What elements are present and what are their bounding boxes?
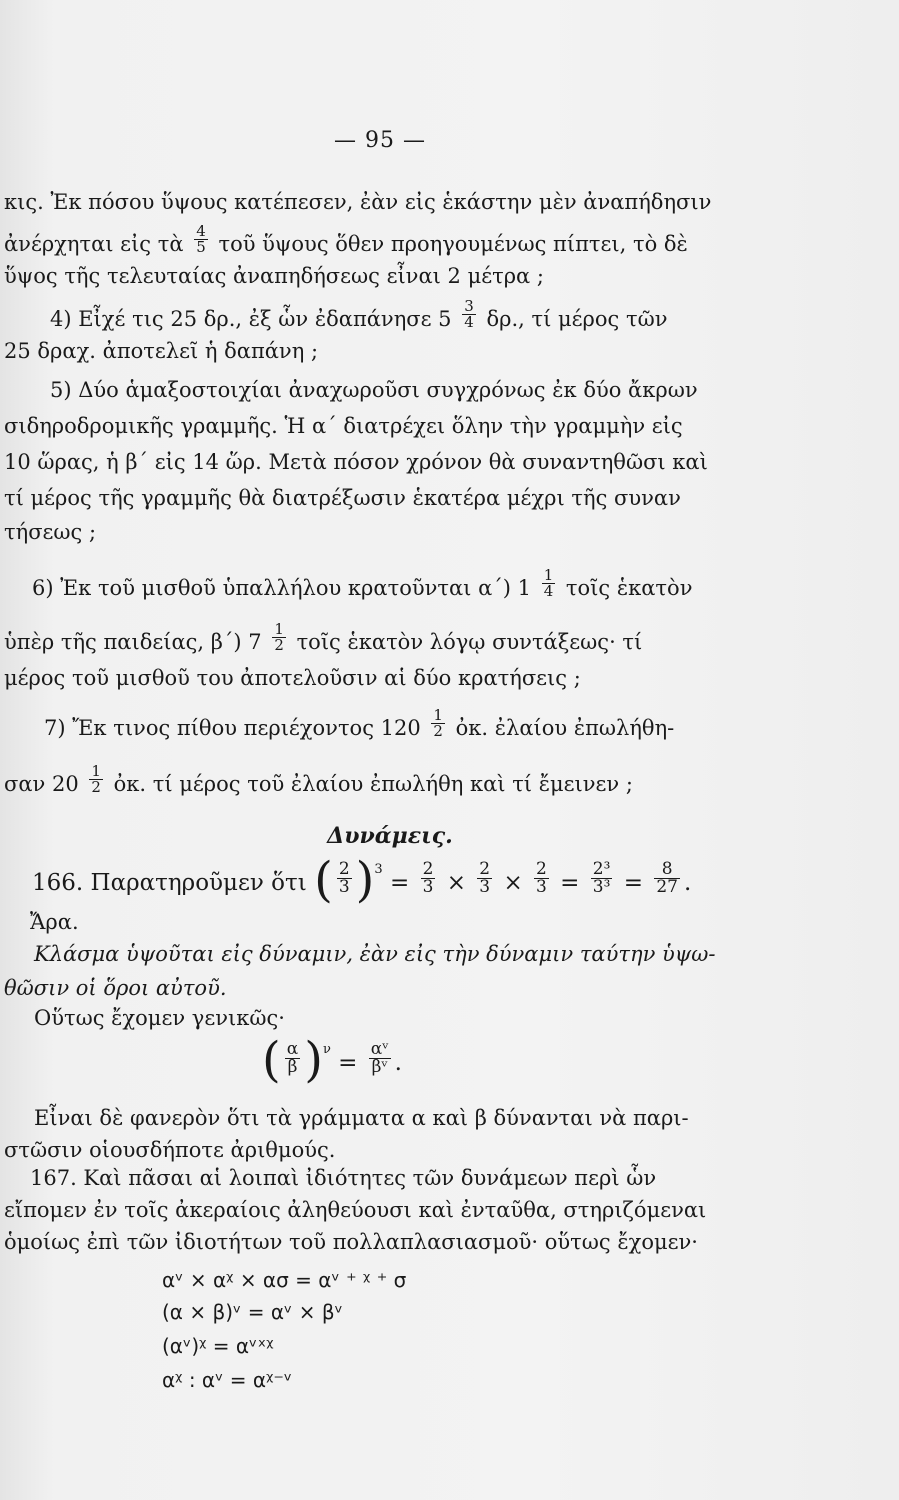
fraction-8-27 [654,858,680,897]
numerator: 2 [338,858,350,879]
numerator: 2 [536,858,547,879]
text-line: μέρος τοῦ μισθοῦ του ἀποτελοῦσιν αἱ δύο κρατήσεις ; [4,666,581,690]
numerator: 2³ [592,858,611,879]
text-segment: ὀκ. τί μέρος τοῦ ἐλαίου ἐπωλήθη καὶ τί ἔμεινεν ; [113,772,633,796]
period: . [394,1050,402,1076]
equals-sign: = [560,870,580,896]
text-segment: τοῖς ἑκατὸν [565,576,693,600]
denominator: 3 [479,876,491,897]
numerator: 3 [464,297,474,315]
denominator: 27 [656,876,678,897]
numerator: α [286,1038,299,1059]
general-equation [262,1032,402,1088]
rule-statement: θῶσιν οἱ ὅροι αὐτοῦ. [4,976,227,1000]
text-segment: ὑπὲρ τῆς παιδείας, β΄) 7 [4,630,262,654]
text-line: κις. Ἐκ πόσου ὕψους κατέπεσεν, ἐὰν εἰς ἑκάστην μὲν ἀναπήδησιν [4,190,712,214]
denominator: 4 [464,313,474,331]
numerator: 1 [433,706,443,724]
fraction-1-2 [89,764,103,795]
equation-166 [32,852,692,908]
denominator: 4 [543,582,554,600]
text-line: 10 ὥρας, ἡ β΄ εἰς 14 ὥρ. Μετὰ πόσον χρόνον θὰ συναντηθῶσι καὶ [4,450,708,474]
rule-statement: Κλάσμα ὑψοῦται εἰς δύναμιν, ἐὰν εἰς τὴν δύναμιν ταύτην ὑψω- [34,942,716,966]
close-paren: ) [304,1032,323,1088]
denominator: βᵛ [371,1056,388,1077]
period: . [683,870,692,896]
fraction-2-3 [421,858,436,897]
text-segment: 4) Εἶχέ τις 25 δρ., ἐξ ὧν ἐδαπάνησε 5 [50,307,452,331]
numerator: 1 [543,566,554,584]
times-sign: × [503,870,523,896]
fraction-1-2 [272,622,286,653]
text-line: ὕψος τῆς τελευταίας ἀναπηδήσεως εἶναι 2 μέτρα ; [4,264,544,288]
exponent: 3 [374,862,383,878]
text-segment: ἀνέρχηται εἰς τὰ [4,232,184,256]
text-segment: 7) Ἔκ τινος πίθου περιέχοντος 120 [44,716,421,740]
fraction-1-2 [431,708,445,739]
text-line: 5) Δύο ἁμαξοστοιχίαι ἀναχωροῦσι συγχρόνως ἐκ δύο ἄκρων [50,378,698,402]
denominator: 3³ [592,876,611,897]
text-line: Εἶναι δὲ φανερὸν ὅτι τὰ γράμματα α καὶ β δύνανται νὰ παρι- [34,1106,689,1130]
fraction-4-5 [194,224,208,255]
fraction-3-4 [462,299,476,330]
power-formula: (αᵛ)ᵡ = αᵛˣᵡ [162,1334,274,1358]
numerator: 8 [654,861,680,879]
denominator: 2 [274,636,284,654]
page-number: — 95 — [334,128,426,153]
text-segment: σαν 20 [4,772,79,796]
fraction-1-4 [542,568,556,599]
text-line: στῶσιν οἱουσδήποτε ἀριθμούς. [4,1138,336,1162]
text-line: σιδηροδρομικῆς γραμμῆς. Ἡ α΄ διατρέχει ὅλην τὴν γραμμὴν εἰς [4,414,683,438]
denominator: 3 [422,876,434,897]
text-line: Οὕτως ἔχομεν γενικῶς· [34,1006,285,1030]
text-line [50,297,668,336]
numerator: 1 [274,620,284,638]
text-segment: ὀκ. ἐλαίου ἐπωλήθη- [455,716,675,740]
close-paren: ) [355,852,375,908]
text-line: ὁμοίως ἐπὶ τῶν ἰδιοτήτων τοῦ πολλαπλασιασμοῦ· οὕτως ἔχομεν· [4,1230,698,1254]
text-line [4,762,633,801]
numerator: αᵛ [370,1038,389,1059]
power-formula: (α × β)ᵛ = αᵛ × βᵛ [162,1300,343,1324]
denominator: 2 [433,722,443,740]
numerator: 2 [422,858,434,879]
text-segment: 6) Ἐκ τοῦ μισθοῦ ὑπαλλήλου κρατοῦνται α΄) 1 [32,576,531,600]
text-line: τί μέρος τῆς γραμμῆς θὰ διατρέξωσιν ἑκατέρα μέχρι τῆς συναν [4,486,681,510]
section-heading: Δυνάμεις. [327,823,453,849]
numerator: 4 [196,222,206,240]
fraction-powers [591,858,613,897]
denominator: 3 [536,876,547,897]
text-line: 25 δραχ. ἀποτελεῖ ἡ δαπάνη ; [4,339,319,363]
numerator: 2 [479,858,491,879]
text-line: εἴπομεν ἐν τοῖς ἀκεραίοις ἀληθεύουσι καὶ ἐνταῦθα, στηριζόμεναι [4,1198,707,1222]
text-segment: τοῦ ὕψους ὅθεν προηγουμένως πίπτει, τὸ δὲ [218,232,688,256]
text-line [32,566,693,605]
equals-sign: = [623,870,643,896]
text-line: τήσεως ; [4,520,97,544]
text-segment: τοῖς ἑκατὸν λόγῳ συντάξεως· τί [296,630,643,654]
equals-sign: = [338,1050,358,1076]
power-formula: αᵡ : αᵛ = αᵡ⁻ᵛ [162,1368,293,1392]
text-line: Ἄρα. [30,910,79,934]
text-line [4,222,688,261]
fraction-2-3 [534,858,549,897]
text-line: 167. Καὶ πᾶσαι αἱ λοιπαὶ ἰδιότητες τῶν δυνάμεων περὶ ὧν [30,1166,657,1190]
fraction-2-3 [337,858,352,897]
open-paren: ( [314,852,333,908]
power-formula: αᵛ × αᵡ × ασ = αᵛ ⁺ ᵡ ⁺ σ [162,1268,407,1292]
denominator: 2 [91,778,101,796]
equals-sign: = [389,870,410,896]
numerator: 1 [91,762,101,780]
fraction-2-3 [477,858,492,897]
denominator: 5 [196,238,206,256]
text-segment: 166. Παρατηροῦμεν ὅτι [32,870,307,896]
times-sign: × [446,870,466,896]
open-paren: ( [262,1032,281,1088]
text-line [4,620,643,659]
denominator: 3 [338,876,350,897]
denominator: β [287,1056,298,1077]
text-line [44,706,675,745]
fraction-a-b [285,1038,300,1077]
fraction-powers [369,1038,391,1077]
exponent: ν [322,1042,331,1058]
text-segment: δρ., τί μέρος τῶν [486,307,668,331]
